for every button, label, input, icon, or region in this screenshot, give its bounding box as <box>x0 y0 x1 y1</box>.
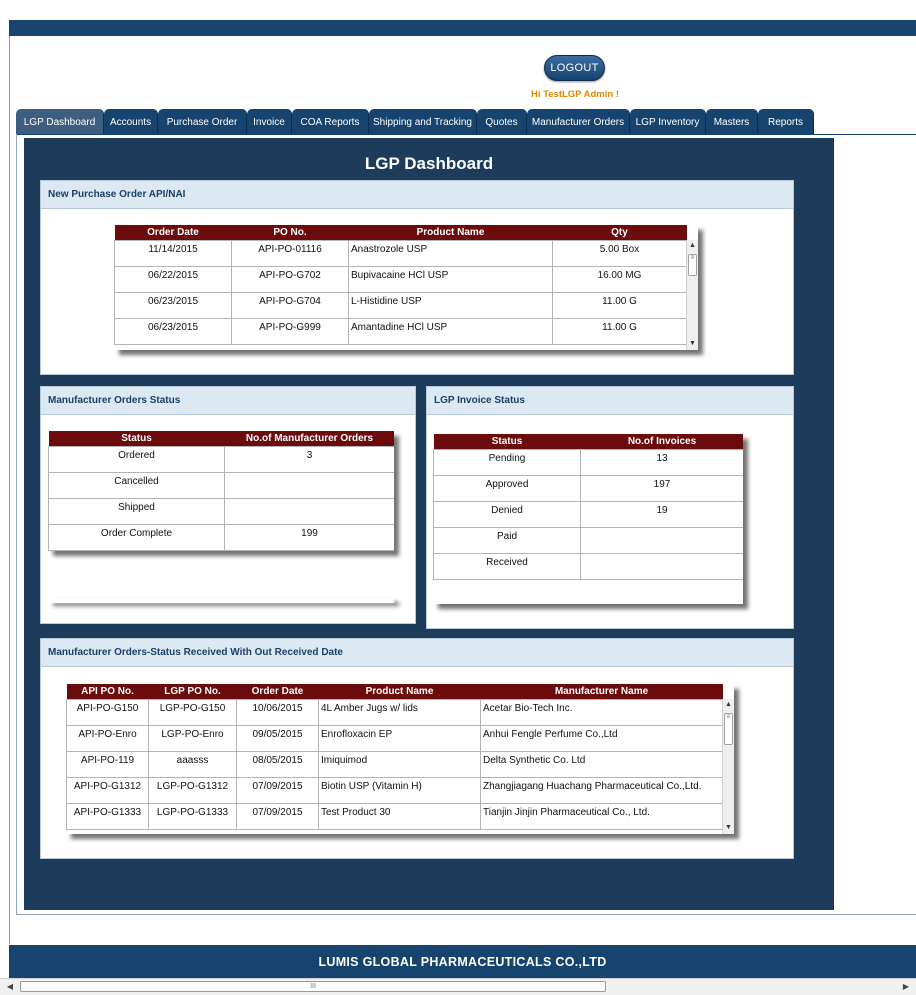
status-cell: Cancelled <box>49 473 225 499</box>
order-date-cell: 11/14/2015 <box>115 241 232 267</box>
order-date-cell: 10/06/2015 <box>237 700 319 726</box>
column-header: Product Name <box>319 684 481 700</box>
column-header: Status <box>49 431 225 447</box>
panel-heading: New Purchase Order API/NAI <box>41 181 793 209</box>
scroll-thumb[interactable]: ≡ <box>688 254 697 276</box>
table-row <box>67 778 723 804</box>
page-title: LGP Dashboard <box>364 154 494 173</box>
scroll-up-icon[interactable]: ▲ <box>725 701 732 708</box>
status-cell: Denied <box>434 502 581 528</box>
column-header: No.of Invoices <box>581 434 744 450</box>
column-header: Order Date <box>237 684 319 700</box>
column-header: No.of Manufacturer Orders <box>225 431 395 447</box>
panel-heading: Manufacturer Orders Status <box>41 387 415 415</box>
manufacturer-name-cell: Acetar Bio-Tech Inc. <box>481 700 723 726</box>
panel-heading: LGP Invoice Status <box>427 387 793 415</box>
column-header: PO No. <box>232 225 349 241</box>
product-name-cell: Biotin USP (Vitamin H) <box>319 778 481 804</box>
lgp-po-cell: LGP-PO-G150 <box>149 700 237 726</box>
count-cell: 199 <box>225 525 395 551</box>
scroll-left-icon[interactable]: ◀ <box>6 982 14 991</box>
manufacturer-name-cell: Delta Synthetic Co. Ltd <box>481 752 723 778</box>
table-row <box>49 499 395 525</box>
count-cell <box>225 499 395 525</box>
manufacturer-name-cell: Zhangjiagang Huachang Pharmaceutical Co.,Ltd. <box>481 778 723 804</box>
panel-heading: Manufacturer Orders-Status Received With Out Received Date <box>41 639 793 667</box>
table-row <box>67 804 723 830</box>
table-row <box>115 293 687 319</box>
logout-button[interactable]: LOGOUT <box>544 55 605 81</box>
lgp-po-cell: LGP-PO-Enro <box>149 726 237 752</box>
column-header: Qty <box>553 225 687 241</box>
count-cell: 3 <box>225 447 395 473</box>
table-row <box>67 700 723 726</box>
order-date-cell: 06/23/2015 <box>115 293 232 319</box>
table-row <box>67 752 723 778</box>
order-date-cell: 06/22/2015 <box>115 267 232 293</box>
product-name-cell: Anastrozole USP <box>349 241 553 267</box>
product-name-cell: Imiquimod <box>319 752 481 778</box>
order-date-cell: 07/09/2015 <box>237 778 319 804</box>
qty-cell: 11.00 G <box>553 319 687 345</box>
table-row <box>49 473 395 499</box>
tab-accounts[interactable]: Accounts <box>104 109 158 135</box>
tab-lgp-inventory[interactable]: LGP Inventory <box>630 109 706 135</box>
column-header: Status <box>434 434 581 450</box>
status-cell: Received <box>434 554 581 580</box>
top-banner <box>9 20 916 36</box>
count-cell <box>225 473 395 499</box>
horizontal-scrollbar[interactable] <box>0 978 916 995</box>
column-header: LGP PO No. <box>149 684 237 700</box>
main-nav-tabs <box>16 109 814 135</box>
count-cell: 13 <box>581 450 744 476</box>
received-scrollbar[interactable] <box>722 699 734 834</box>
tab-quotes[interactable]: Quotes <box>477 109 527 135</box>
po-number-cell: API-PO-G704 <box>232 293 349 319</box>
column-header: Product Name <box>349 225 553 241</box>
product-name-cell: L-Histidine USP <box>349 293 553 319</box>
table-row <box>115 319 687 345</box>
lgp-po-cell: aaasss <box>149 752 237 778</box>
status-cell: Pending <box>434 450 581 476</box>
table-row <box>49 525 395 551</box>
invoice-status-table <box>433 434 743 580</box>
qty-cell: 16.00 MG <box>553 267 687 293</box>
table-row <box>434 554 744 580</box>
table-row <box>49 447 395 473</box>
count-cell <box>581 554 744 580</box>
scroll-up-icon[interactable]: ▲ <box>689 242 696 249</box>
scroll-down-icon[interactable]: ▼ <box>725 824 732 831</box>
status-cell: Approved <box>434 476 581 502</box>
qty-cell: 11.00 G <box>553 293 687 319</box>
order-date-cell: 08/05/2015 <box>237 752 319 778</box>
window-edge <box>0 0 9 978</box>
manufacturer-name-cell: Anhui Fengle Perfume Co.,Ltd <box>481 726 723 752</box>
received-table <box>66 684 723 830</box>
qty-cell: 5.00 Box <box>553 241 687 267</box>
api-po-cell: API-PO-G1333 <box>67 804 149 830</box>
manufacturer-status-grid <box>48 431 394 551</box>
table-row <box>434 476 744 502</box>
table-row <box>434 502 744 528</box>
tab-purchase-order[interactable]: Purchase Order <box>158 109 247 135</box>
order-date-cell: 06/23/2015 <box>115 319 232 345</box>
table-row <box>115 241 687 267</box>
new-po-panel <box>40 180 794 375</box>
manufacturer-name-cell: Tianjin Jinjin Pharmaceutical Co., Ltd. <box>481 804 723 830</box>
tab-masters[interactable]: Masters <box>706 109 758 135</box>
scroll-down-icon[interactable]: ▼ <box>689 340 696 347</box>
product-name-cell: Enrofloxacin EP <box>319 726 481 752</box>
po-number-cell: API-PO-01116 <box>232 241 349 267</box>
column-header: API PO No. <box>67 684 149 700</box>
manufacturer-status-table <box>48 431 394 551</box>
lgp-po-cell: LGP-PO-G1312 <box>149 778 237 804</box>
new-po-grid <box>114 225 698 350</box>
received-without-date-panel <box>40 638 794 859</box>
order-date-cell: 07/09/2015 <box>237 804 319 830</box>
scroll-right-icon[interactable]: ▶ <box>902 982 910 991</box>
table-row <box>434 528 744 554</box>
invoice-status-grid <box>433 434 743 604</box>
footer-company: LUMIS GLOBAL PHARMACEUTICALS CO.,LTD <box>9 945 916 978</box>
received-grid <box>66 684 734 834</box>
column-header: Order Date <box>115 225 232 241</box>
dashboard-area <box>24 138 834 910</box>
tab-shipping-tracking[interactable]: Shipping and Tracking <box>369 109 477 135</box>
tab-lgp-dashboard[interactable]: LGP Dashboard <box>16 109 104 135</box>
order-date-cell: 09/05/2015 <box>237 726 319 752</box>
count-cell <box>581 528 744 554</box>
tab-manufacturer-orders[interactable]: Manufacturer Orders <box>527 109 630 135</box>
welcome-text: Hi TestLGP Admin ! <box>531 89 619 100</box>
product-name-cell: Amantadine HCl USP <box>349 319 553 345</box>
horizontal-scroll-thumb[interactable]: III <box>20 981 606 992</box>
manufacturer-status-panel <box>40 386 416 624</box>
lgp-po-cell: LGP-PO-G1333 <box>149 804 237 830</box>
status-cell: Shipped <box>49 499 225 525</box>
status-cell: Ordered <box>49 447 225 473</box>
tab-invoice[interactable]: Invoice <box>247 109 292 135</box>
new-po-scrollbar[interactable] <box>686 240 698 350</box>
api-po-cell: API-PO-119 <box>67 752 149 778</box>
column-header: Manufacturer Name <box>481 684 723 700</box>
po-number-cell: API-PO-G999 <box>232 319 349 345</box>
new-po-table <box>114 225 687 345</box>
product-name-cell: 4L Amber Jugs w/ lids <box>319 700 481 726</box>
tab-coa-reports[interactable]: COA Reports <box>292 109 369 135</box>
count-cell: 197 <box>581 476 744 502</box>
tab-reports[interactable]: Reports <box>758 109 814 135</box>
scroll-thumb[interactable]: ≡ <box>724 713 733 745</box>
grid-footer-shadow <box>48 599 394 603</box>
status-cell: Paid <box>434 528 581 554</box>
api-po-cell: API-PO-G150 <box>67 700 149 726</box>
count-cell: 19 <box>581 502 744 528</box>
po-number-cell: API-PO-G702 <box>232 267 349 293</box>
table-row <box>115 267 687 293</box>
table-row <box>67 726 723 752</box>
product-name-cell: Test Product 30 <box>319 804 481 830</box>
api-po-cell: API-PO-G1312 <box>67 778 149 804</box>
api-po-cell: API-PO-Enro <box>67 726 149 752</box>
status-cell: Order Complete <box>49 525 225 551</box>
table-row <box>434 450 744 476</box>
product-name-cell: Bupivacaine HCl USP <box>349 267 553 293</box>
invoice-status-panel <box>426 386 794 629</box>
